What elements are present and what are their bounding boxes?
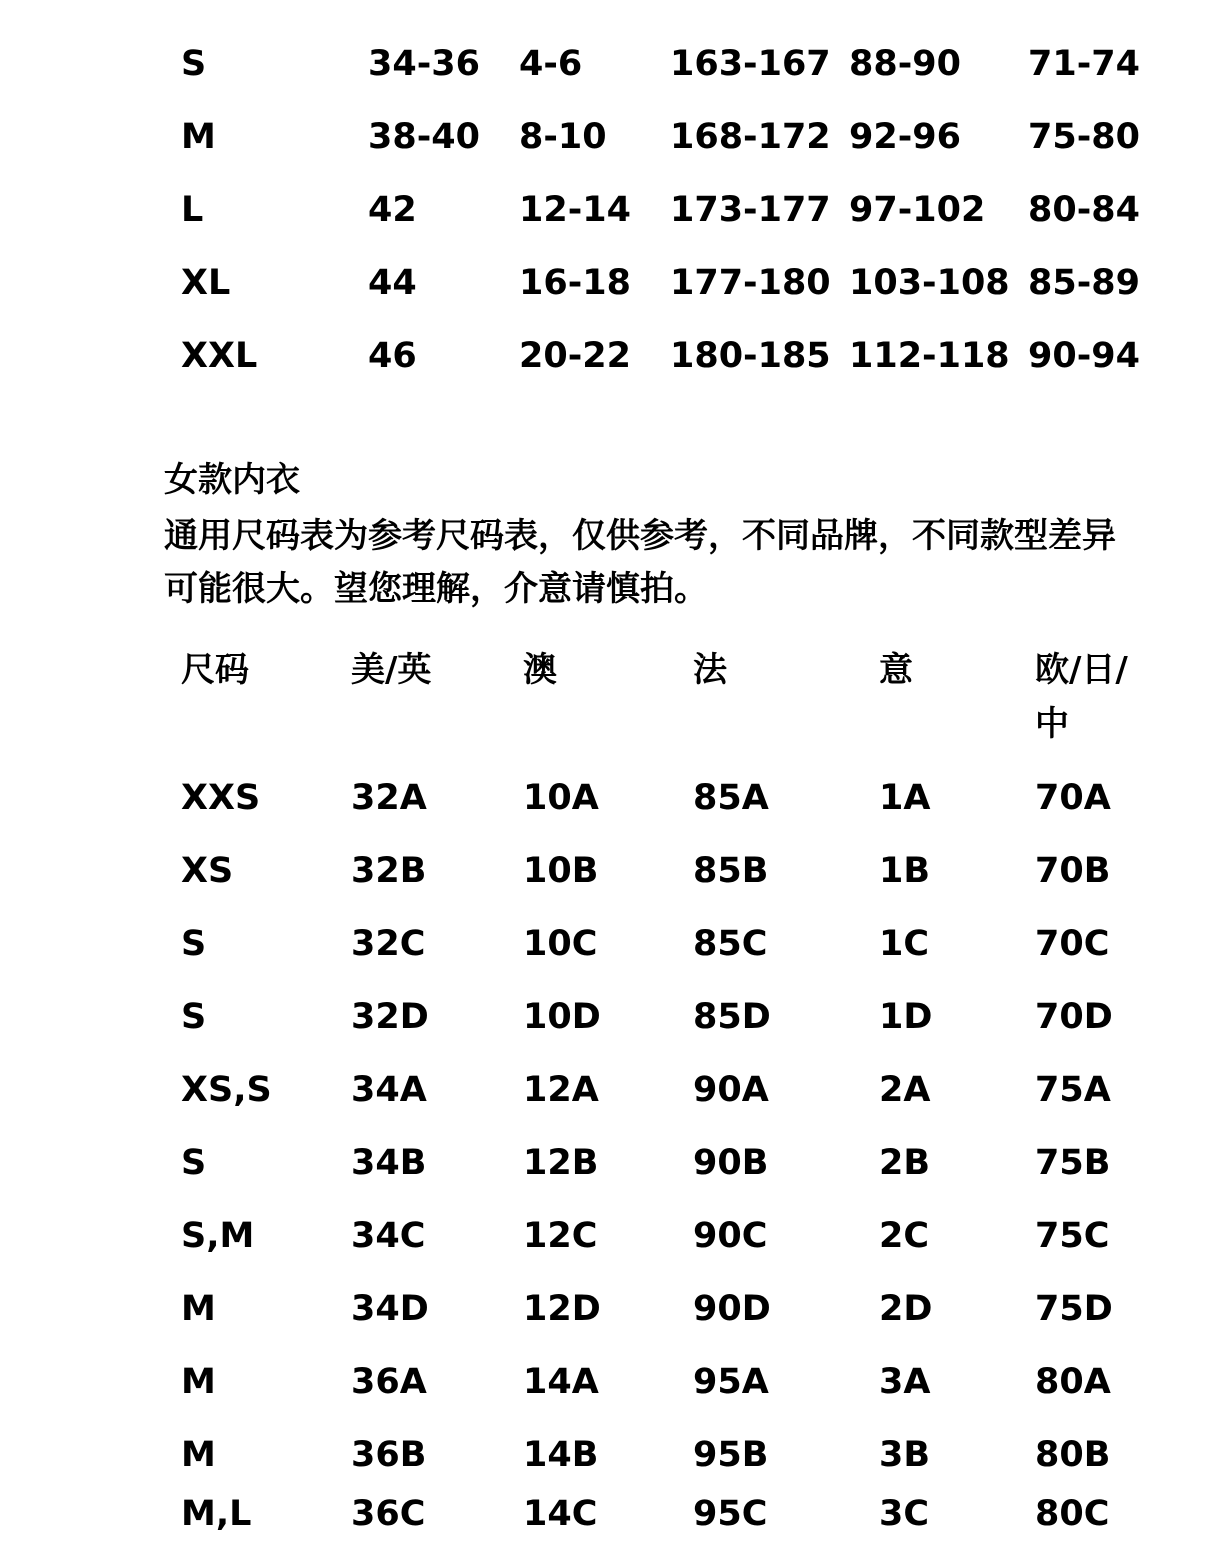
cell: 2C (879, 1216, 930, 1256)
header-size: 尺码 (181, 650, 249, 690)
cell: 44 (368, 263, 417, 303)
cell: 168-172 (670, 117, 831, 157)
cell: 34C (351, 1216, 426, 1256)
cell: 12D (523, 1289, 601, 1329)
table-row (0, 1484, 1223, 1544)
cell: 97-102 (849, 190, 986, 230)
cell: 163-167 (670, 44, 831, 84)
table-row (0, 914, 1223, 974)
cell-size: M (181, 1362, 216, 1402)
cell: 8-10 (519, 117, 607, 157)
cell: 46 (368, 336, 417, 376)
cell: 34D (351, 1289, 429, 1329)
header-it: 意 (879, 650, 913, 690)
cell: 90A (693, 1070, 769, 1110)
table-row (0, 1133, 1223, 1193)
cell-size: XL (181, 263, 231, 303)
cell-size: M,L (181, 1494, 252, 1534)
table-row (0, 1060, 1223, 1120)
cell: 14A (523, 1362, 599, 1402)
cell: 34A (351, 1070, 427, 1110)
cell: 112-118 (849, 336, 1010, 376)
cell: 14B (523, 1435, 599, 1475)
cell: 12B (523, 1143, 599, 1183)
cell-size: XS,S (181, 1070, 272, 1110)
cell: 12A (523, 1070, 599, 1110)
cell: 103-108 (849, 263, 1010, 303)
cell: 3B (879, 1435, 931, 1475)
cell: 85A (693, 778, 769, 818)
table-row (0, 180, 1223, 240)
cell: 1A (879, 778, 931, 818)
table-row (0, 326, 1223, 386)
cell: 90C (693, 1216, 768, 1256)
section-note-line-2: 可能很大。望您理解，介意请慎拍。 (164, 569, 708, 609)
cell: 1C (879, 924, 930, 964)
table-header-row (0, 643, 1223, 753)
cell: 70A (1035, 778, 1111, 818)
cell: 75-80 (1028, 117, 1140, 157)
cell: 42 (368, 190, 417, 230)
cell-size: M (181, 1435, 216, 1475)
cell: 177-180 (670, 263, 831, 303)
header-fr: 法 (693, 650, 727, 690)
cell: 12C (523, 1216, 598, 1256)
cell: 20-22 (519, 336, 631, 376)
table-row (0, 107, 1223, 167)
cell: 75C (1035, 1216, 1110, 1256)
cell: 2A (879, 1070, 931, 1110)
cell: 10A (523, 778, 599, 818)
cell: 70B (1035, 851, 1111, 891)
table-row (0, 841, 1223, 901)
cell: 95B (693, 1435, 769, 1475)
table-row (0, 1352, 1223, 1412)
header-au: 澳 (523, 650, 557, 690)
cell: 3A (879, 1362, 931, 1402)
table-row (0, 1425, 1223, 1485)
cell: 2B (879, 1143, 931, 1183)
cell-size: S (181, 1143, 207, 1183)
cell: 14C (523, 1494, 598, 1534)
cell: 10C (523, 924, 598, 964)
cell: 34B (351, 1143, 427, 1183)
cell: 80C (1035, 1494, 1110, 1534)
cell: 75B (1035, 1143, 1111, 1183)
cell: 70D (1035, 997, 1113, 1037)
cell: 32D (351, 997, 429, 1037)
table-row (0, 987, 1223, 1047)
cell: 88-90 (849, 44, 961, 84)
cell: 32B (351, 851, 427, 891)
table-row (0, 253, 1223, 313)
cell: 92-96 (849, 117, 961, 157)
cell: 80A (1035, 1362, 1111, 1402)
cell-size: S,M (181, 1216, 255, 1256)
section-title: 女款内衣 (164, 460, 300, 500)
cell: 71-74 (1028, 44, 1140, 84)
cell: 36B (351, 1435, 427, 1475)
cell: 36A (351, 1362, 427, 1402)
cell-size: XXS (181, 778, 261, 818)
cell: 173-177 (670, 190, 831, 230)
cell-size: M (181, 1289, 216, 1329)
cell: 85C (693, 924, 768, 964)
cell-size: M (181, 117, 216, 157)
cell: 10D (523, 997, 601, 1037)
cell: 75D (1035, 1289, 1113, 1329)
cell: 75A (1035, 1070, 1111, 1110)
cell: 2D (879, 1289, 933, 1329)
cell: 34-36 (368, 44, 480, 84)
table-row (0, 1206, 1223, 1266)
table-row (0, 34, 1223, 94)
cell: 95C (693, 1494, 768, 1534)
cell-size: XXL (181, 336, 258, 376)
cell: 90D (693, 1289, 771, 1329)
cell: 38-40 (368, 117, 480, 157)
cell: 3C (879, 1494, 930, 1534)
cell: 90B (693, 1143, 769, 1183)
cell-size: XS (181, 851, 234, 891)
cell: 12-14 (519, 190, 631, 230)
cell: 32A (351, 778, 427, 818)
cell: 16-18 (519, 263, 631, 303)
table-row (0, 1279, 1223, 1339)
cell-size: S (181, 44, 207, 84)
cell: 36C (351, 1494, 426, 1534)
table-row (0, 768, 1223, 828)
cell-size: L (181, 190, 204, 230)
cell: 32C (351, 924, 426, 964)
cell: 85B (693, 851, 769, 891)
section-note-line-1: 通用尺码表为参考尺码表，仅供参考，不同品牌，不同款型差异 (164, 516, 1116, 556)
header-us-uk: 美/英 (351, 650, 432, 690)
cell: 10B (523, 851, 599, 891)
cell: 85-89 (1028, 263, 1140, 303)
cell: 4-6 (519, 44, 583, 84)
header-eu-jp-cn: 欧/日/中 (1035, 650, 1128, 744)
cell: 80-84 (1028, 190, 1140, 230)
cell-size: S (181, 924, 207, 964)
cell: 1B (879, 851, 931, 891)
cell: 70C (1035, 924, 1110, 964)
cell-size: S (181, 997, 207, 1037)
cell: 80B (1035, 1435, 1111, 1475)
cell: 95A (693, 1362, 769, 1402)
cell: 85D (693, 997, 771, 1037)
cell: 180-185 (670, 336, 831, 376)
cell: 1D (879, 997, 933, 1037)
cell: 90-94 (1028, 336, 1140, 376)
